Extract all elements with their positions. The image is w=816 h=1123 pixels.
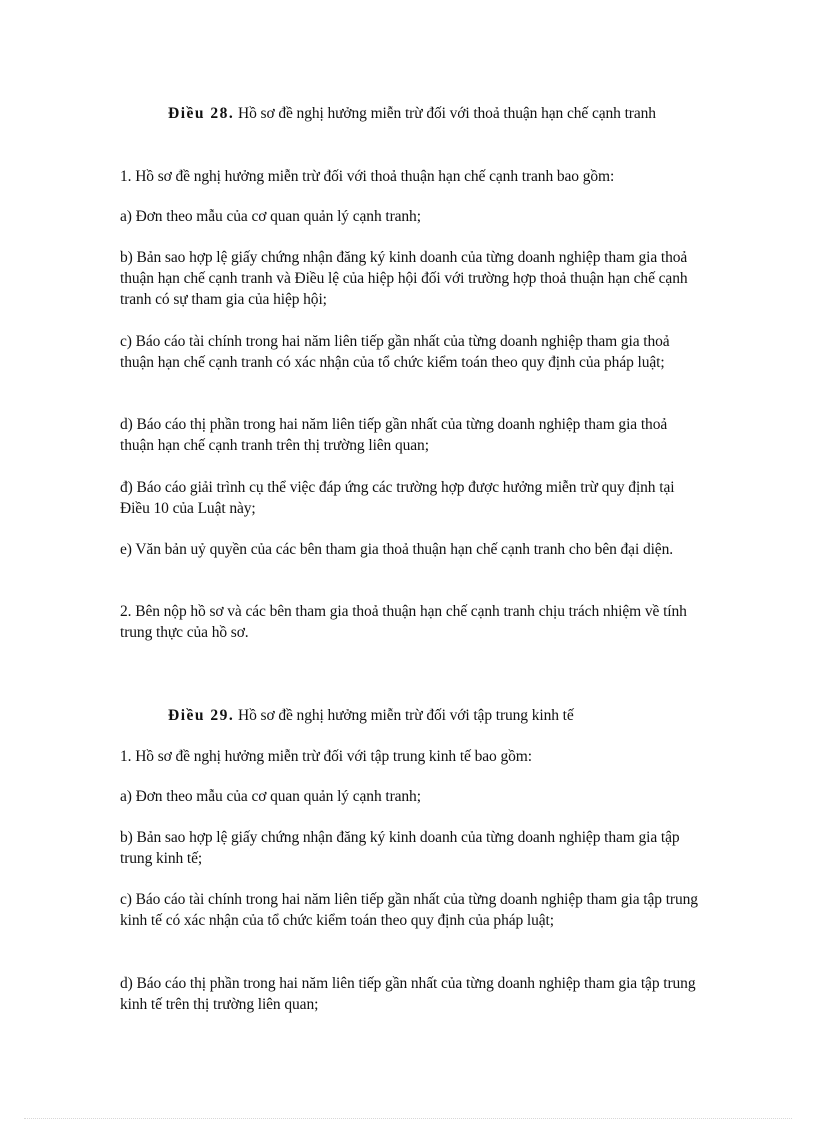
article-28-paragraph-b: b) Bản sao hợp lệ giấy chứng nhận đăng ký kinh doanh của từng doanh nghiệp tham gia thoả thuận hạn chế cạnh tranh và Điều lệ của hiệp hội đối với trường hợp thoả thuận hạn chế cạnh tranh có sự tham gia của hiệp hội; [120,249,688,308]
article-29-paragraph-c: c) Báo cáo tài chính trong hai năm liên tiếp gần nhất của từng doanh nghiệp tham gia tập trung kinh tế có xác nhận của tổ chức kiểm toán theo quy định của pháp luật; [120,891,698,929]
article-28-paragraph-dd: đ) Báo cáo giải trình cụ thể việc đáp ứng các trường hợp được hưởng miễn trừ quy định tại Điều 10 của Luật này; [120,479,675,517]
article-29-paragraph-a: a) Đơn theo mẫu của cơ quan quản lý cạnh tranh; [120,788,421,805]
page-bottom-divider [24,1118,792,1119]
article-28-paragraph-a: a) Đơn theo mẫu của cơ quan quản lý cạnh tranh; [120,208,421,225]
article-28-paragraph-2: 2. Bên nộp hồ sơ và các bên tham gia thoả thuận hạn chế cạnh tranh chịu trách nhiệm về tính trung thực của hồ sơ. [120,603,687,641]
article-29-paragraph-1: 1. Hồ sơ đề nghị hưởng miễn trừ đối với tập trung kinh tế bao gồm: [120,748,532,765]
article-29-heading [120,705,700,726]
article-29-number: Điều 29. [168,707,235,724]
article-28-paragraph-1: 1. Hồ sơ đề nghị hưởng miễn trừ đối với thoả thuận hạn chế cạnh tranh bao gồm: [120,168,615,185]
article-29-title: Hồ sơ đề nghị hưởng miễn trừ đối với tập trung kinh tế [234,707,574,724]
article-28-paragraph-e: e) Văn bản uỷ quyền của các bên tham gia thoả thuận hạn chế cạnh tranh cho bên đại diện. [120,541,674,558]
article-28-title: Hồ sơ đề nghị hưởng miễn trừ đối với thoả thuận hạn chế cạnh tranh [234,105,656,122]
article-28-paragraph-d: d) Báo cáo thị phần trong hai năm liên tiếp gần nhất của từng doanh nghiệp tham gia thoả thuận hạn chế cạnh tranh trên thị trường liên quan; [120,416,668,454]
article-28-heading [120,103,700,124]
article-29-paragraph-b: b) Bản sao hợp lệ giấy chứng nhận đăng ký kinh doanh của từng doanh nghiệp tham gia tập trung kinh tế; [120,829,680,867]
article-29-paragraph-d: d) Báo cáo thị phần trong hai năm liên tiếp gần nhất của từng doanh nghiệp tham gia tập trung kinh tế trên thị trường liên quan; [120,975,696,1013]
article-28-paragraph-c: c) Báo cáo tài chính trong hai năm liên tiếp gần nhất của từng doanh nghiệp tham gia thoả thuận hạn chế cạnh tranh có xác nhận của tổ chức kiểm toán theo quy định của pháp luật; [120,333,670,371]
article-28-number: Điều 28. [168,105,235,122]
